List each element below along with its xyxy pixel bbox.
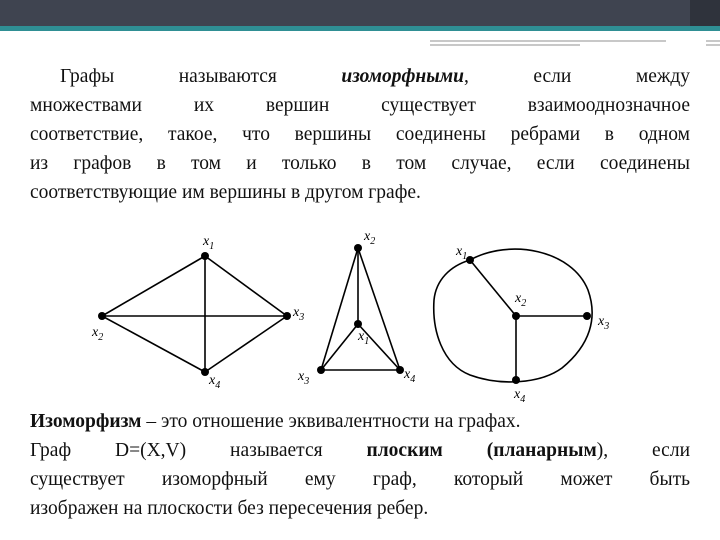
intro-line-3: соответствие, такое, что вершины соединены ребрами в одном [30,124,690,145]
vertex-label: $x_3$ [598,314,610,332]
vertex-label: $x_1$ [203,234,215,252]
definition-text: – это отношение эквивалентности на графах. [141,411,521,432]
vertex-label: $x_2$ [92,325,104,343]
intro-line-5: соответствующие им вершины в другом графе. [30,182,421,203]
edge [205,256,287,316]
vertex [583,312,591,320]
vertex [512,312,520,320]
vertex [98,312,106,320]
definition-line-4: изображен на плоскости без пересечения ребер. [30,498,429,519]
definition-line-3: существует изоморфный ему граф, который может быть [30,469,690,490]
vertex [512,376,520,384]
edge [321,248,358,370]
vertex-label: $x_4$ [514,387,526,405]
vertex [283,312,291,320]
intro-text: , если между [464,66,690,87]
definition-text: ), если [596,440,690,461]
intro-line-2: множествами их вершин существует взаимооднозначное [30,95,690,116]
edge [358,324,400,370]
edge [205,316,287,372]
vertex-label: $x_4$ [209,373,221,391]
vertex [201,368,209,376]
definition-line-2 [30,436,690,465]
term-isomorphic: изоморфными [341,66,464,87]
vertex-label: $x_2$ [515,291,527,309]
intro-line-4: из графов в том и только в том случае, если соединены [30,153,690,174]
vertex [396,366,404,374]
edge [358,248,400,370]
vertex [201,252,209,260]
edge [102,256,205,316]
vertex-label: $x_3$ [293,305,305,323]
vertex-label: $x_1$ [358,329,370,347]
term-isomorphism: Изоморфизм [30,411,142,432]
edge [102,316,205,372]
term-planar: плоским (планарным [366,440,597,461]
vertex-label: $x_4$ [404,367,416,385]
definition-text: Граф D=(X,V) называется [30,440,367,461]
definition-paragraph [30,407,690,523]
vertex [354,244,362,252]
vertex-label: $x_2$ [364,229,376,247]
graph-2 [321,248,400,370]
edge [470,260,516,316]
intro-text: Графы называются [60,66,342,87]
definition-line-1 [30,407,690,436]
graph-1 [102,256,287,372]
vertex [317,366,325,374]
vertex-label: $x_1$ [456,244,468,262]
vertex [354,320,362,328]
vertex-label: $x_3$ [298,369,310,387]
edge [321,324,358,370]
